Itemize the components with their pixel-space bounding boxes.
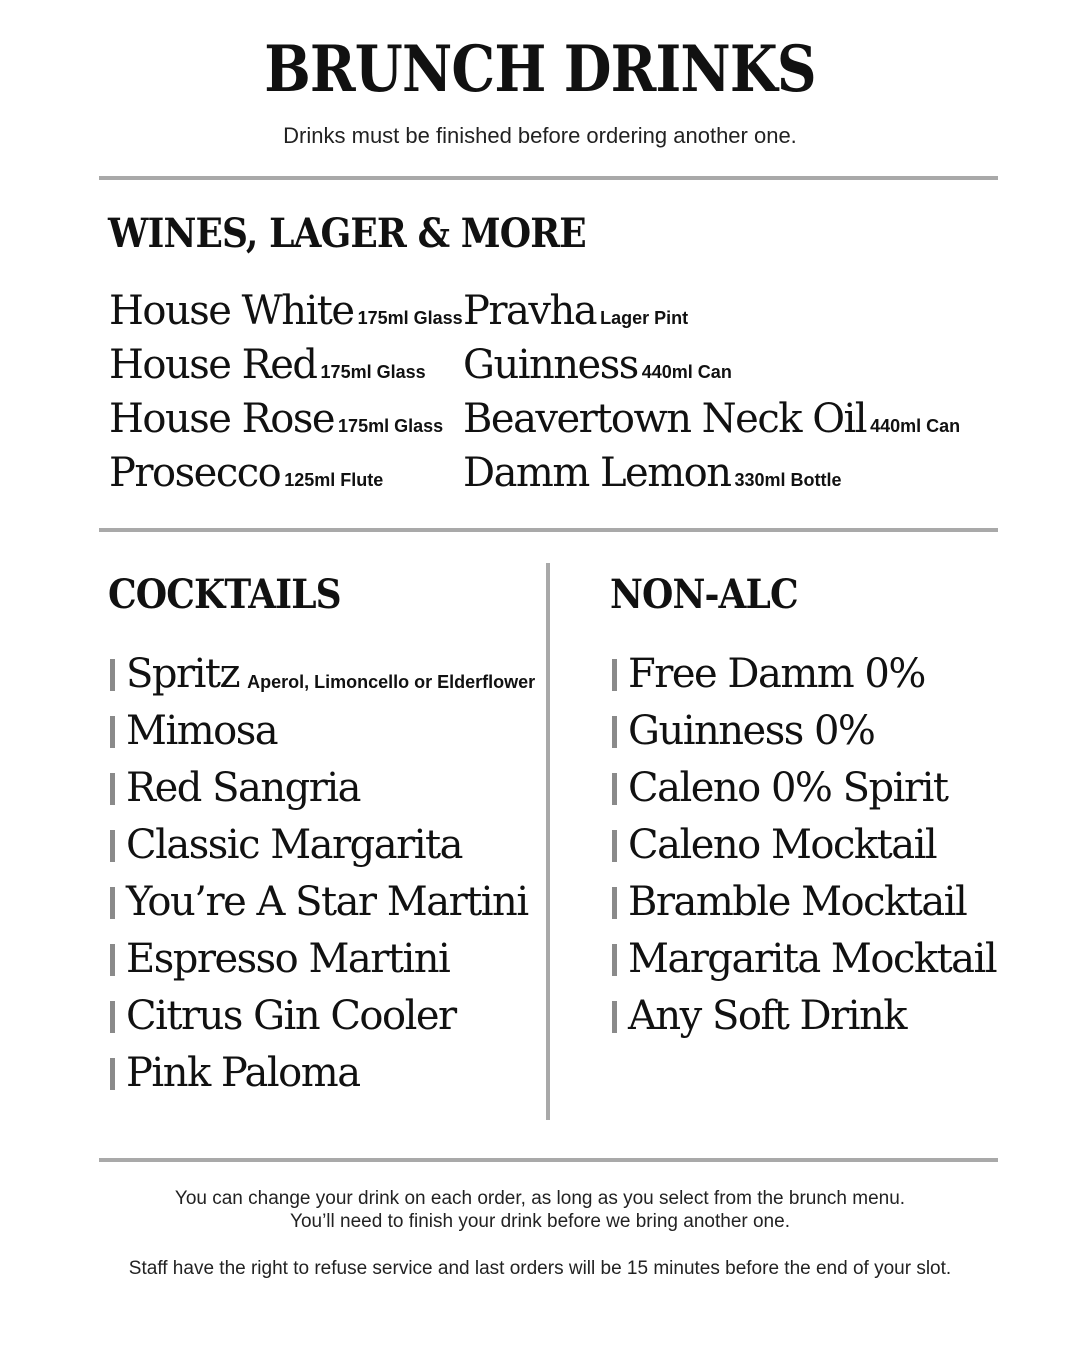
list-bullet-bar xyxy=(110,659,115,691)
non-alc-name: Caleno 0% Spirit xyxy=(628,765,948,811)
list-item xyxy=(110,988,535,1045)
non-alc-name: Margarita Mocktail xyxy=(628,936,997,982)
footer-line-2: You’ll need to finish your drink before we bring another one. xyxy=(290,1211,790,1232)
list-bullet-bar xyxy=(110,1001,115,1033)
list-item xyxy=(110,646,535,703)
footer-line-1: You can change your drink on each order, as long as you select from the brunch menu. xyxy=(174,1188,906,1209)
list-item xyxy=(612,703,996,760)
list-item xyxy=(110,760,535,817)
wine-size: 440ml Can xyxy=(870,416,961,436)
list-bullet-bar xyxy=(612,716,617,748)
wine-size: 175ml Glass xyxy=(338,416,444,436)
cocktail-name: You’re A Star Martini xyxy=(126,879,528,925)
wines-list-right xyxy=(463,284,960,500)
wine-size: 125ml Flute xyxy=(284,470,384,490)
list-item xyxy=(612,646,996,703)
list-bullet-bar xyxy=(612,887,617,919)
wine-item xyxy=(463,284,960,338)
divider-middle xyxy=(99,528,998,532)
cocktails-heading: COCKTAILS xyxy=(108,571,341,618)
wine-size: 330ml Bottle xyxy=(734,470,842,490)
footer-line-3: Staff have the right to refuse service and last orders will be 15 minutes before the end of your slot. xyxy=(128,1258,952,1279)
wine-name: Guinness xyxy=(463,342,638,388)
non-alc-name: Free Damm 0% xyxy=(628,651,925,697)
list-item xyxy=(110,931,535,988)
wine-name: Pravha xyxy=(463,288,597,334)
list-bullet-bar xyxy=(612,659,617,691)
wine-item xyxy=(109,392,463,446)
column-divider xyxy=(546,563,550,1120)
list-bullet-bar xyxy=(612,773,617,805)
list-bullet-bar xyxy=(110,887,115,919)
wine-size: Lager Pint xyxy=(600,308,689,328)
cocktails-list xyxy=(110,646,535,1102)
list-bullet-bar xyxy=(612,830,617,862)
cocktail-name: Pink Paloma xyxy=(126,1050,360,1096)
list-item xyxy=(110,1045,535,1102)
list-bullet-bar xyxy=(110,773,115,805)
non-alc-name: Guinness 0% xyxy=(628,708,875,754)
list-item xyxy=(612,874,996,931)
non-alc-heading: NON-ALC xyxy=(610,571,798,618)
list-item xyxy=(612,760,996,817)
cocktail-name: Citrus Gin Cooler xyxy=(126,993,456,1039)
wine-item xyxy=(109,446,463,500)
wines-list-left xyxy=(109,284,463,500)
cocktail-name: Spritz xyxy=(126,651,240,697)
list-bullet-bar xyxy=(612,944,617,976)
wine-name: House White xyxy=(109,288,354,334)
wine-name: House Rose xyxy=(109,396,335,442)
page-subtitle: Drinks must be finished before ordering another one. xyxy=(283,123,797,148)
wine-size: 440ml Can xyxy=(641,362,732,382)
cocktail-name: Classic Margarita xyxy=(126,822,462,868)
wine-item xyxy=(109,338,463,392)
wine-name: House Red xyxy=(109,342,317,388)
non-alc-name: Bramble Mocktail xyxy=(628,879,967,925)
list-bullet-bar xyxy=(110,830,115,862)
list-item xyxy=(612,988,996,1045)
non-alc-list xyxy=(612,646,996,1045)
wine-name: Prosecco xyxy=(109,450,281,496)
list-item xyxy=(110,703,535,760)
wine-item xyxy=(463,446,960,500)
divider-top xyxy=(99,176,998,180)
divider-bottom xyxy=(99,1158,998,1162)
list-item xyxy=(110,874,535,931)
list-item xyxy=(110,817,535,874)
wine-item xyxy=(109,284,463,338)
cocktail-name: Mimosa xyxy=(126,708,278,754)
list-bullet-bar xyxy=(612,1001,617,1033)
list-item xyxy=(612,817,996,874)
wines-heading: WINES, LAGER & MORE xyxy=(108,210,586,257)
page-title: BRUNCH DRINKS xyxy=(264,32,816,107)
cocktail-name: Red Sangria xyxy=(126,765,360,811)
wine-name: Damm Lemon xyxy=(463,450,731,496)
non-alc-name: Any Soft Drink xyxy=(628,993,907,1039)
wine-size: 175ml Glass xyxy=(357,308,463,328)
cocktail-name: Espresso Martini xyxy=(126,936,450,982)
list-bullet-bar xyxy=(110,944,115,976)
wine-name: Beavertown Neck Oil xyxy=(463,396,867,442)
wine-size: 175ml Glass xyxy=(320,362,426,382)
wine-item xyxy=(463,338,960,392)
list-bullet-bar xyxy=(110,1058,115,1090)
wine-item xyxy=(463,392,960,446)
non-alc-name: Caleno Mocktail xyxy=(628,822,937,868)
cocktail-note: Aperol, Limoncello or Elderflower xyxy=(247,672,536,692)
list-item xyxy=(612,931,996,988)
list-bullet-bar xyxy=(110,716,115,748)
